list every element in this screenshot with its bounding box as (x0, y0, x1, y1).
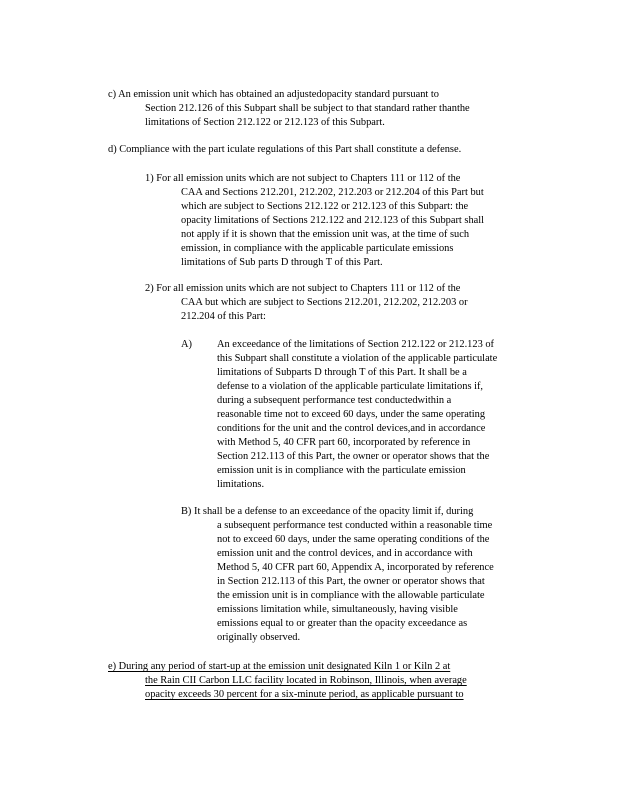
paragraph-d1-line: not apply if it is shown that the emission unit was, at the time of such (181, 229, 470, 240)
paragraph-d2 (181, 296, 541, 324)
subparagraph-a-line: reasonable time not to exceed 60 days, under the same operating (217, 409, 486, 420)
paragraph-d2-line: 212.204 of this Part: (181, 311, 266, 322)
subparagraph-b-line: emission unit and the control devices, and in accordance with (217, 548, 473, 559)
paragraph-d1-line: which are subject to Sections 212.122 or 212.123 of this Subpart: the (181, 201, 469, 212)
subparagraph-a (217, 338, 537, 492)
paragraph-d1-line: limitations of Sub parts D through T of this Part. (181, 257, 383, 268)
paragraph-c-line: Section 212.126 of this Subpart shall be subject to that standard rather thanthe (145, 103, 470, 114)
subparagraph-a-line: limitations of Subparts D through T of this Part. It shall be a (217, 367, 467, 378)
paragraph-c-line: c) An emission unit which has obtained an adjustedopacity standard pursuant to (108, 89, 439, 100)
paragraph-d1-line: emission, in compliance with the applicable particulate emissions (181, 243, 454, 254)
paragraph-c-line: limitations of Section 212.122 or 212.123 of this Subpart. (145, 117, 385, 128)
subparagraph-b-line: not to exceed 60 days, under the same operating conditions of the (217, 534, 490, 545)
paragraph-d-line: d) Compliance with the part iculate regulations of this Part shall constitute a defense. (108, 144, 462, 155)
paragraph-e-line: opacity exceeds 30 percent for a six-minute period, as applicable pursuant to (145, 689, 464, 700)
subparagraph-b-line: emissions limitation while, simultaneously, having visible (217, 604, 458, 615)
subparagraph-b-line: Method 5, 40 CFR part 60, Appendix A, incorporated by reference (217, 562, 494, 573)
subparagraph-b-label (181, 505, 541, 519)
subparagraph-a-line: during a subsequent performance test conductedwithin a (217, 395, 452, 406)
paragraph-c-continuation (145, 102, 519, 130)
paragraph-d1 (181, 186, 541, 270)
paragraph-d (108, 143, 538, 157)
paragraph-c (108, 88, 528, 102)
paragraph-d2-line: 2) For all emission units which are not subject to Chapters 111 or 112 of the (145, 283, 461, 294)
subparagraph-a-line: defense to a violation of the applicable particulate limitations if, (217, 381, 484, 392)
paragraph-e (108, 660, 538, 674)
paragraph-e-line: e) During any period of start-up at the emission unit designated Kiln 1 or Kiln 2 at (108, 661, 451, 672)
paragraph-d1-line: opacity limitations of Sections 212.122 and 212.123 of this Subpart shall (181, 215, 485, 226)
subparagraph-a-line: conditions for the unit and the control devices,and in accordance (217, 423, 486, 434)
subparagraph-b-line: a subsequent performance test conducted within a reasonable time (217, 520, 493, 531)
subparagraph-a-label: A) (181, 339, 192, 350)
subparagraph-a-line: An exceedance of the limitations of Section 212.122 or 212.123 of (217, 339, 495, 350)
paragraph-d1-label (145, 172, 545, 186)
paragraph-e-continuation (145, 674, 535, 702)
subparagraph-a-line: emission unit is in compliance with the particulate emission (217, 465, 466, 476)
subparagraph-b-line: B) It shall be a defense to an exceedance of the opacity limit if, during (181, 506, 474, 517)
subparagraph-a-line: with Method 5, 40 CFR part 60, incorporated by reference in (217, 437, 471, 448)
subparagraph-a-line: limitations. (217, 479, 265, 490)
subparagraph-a-line: Section 212.113 of this Part, the owner or operator shows that the (217, 451, 490, 462)
subparagraph-b-line: in Section 212.113 of this Part, the owner or operator shows that (217, 576, 485, 587)
paragraph-d1-line: 1) For all emission units which are not subject to Chapters 111 or 112 of the (145, 173, 461, 184)
subparagraph-b-line: the emission unit is in compliance with the allowable particulate (217, 590, 485, 601)
subparagraph-a-line: this Subpart shall constitute a violation of the applicable particulate (217, 353, 498, 364)
subparagraph-b-line: emissions equal to or greater than the opacity exceedance as (217, 618, 468, 629)
paragraph-e-line: the Rain CII Carbon LLC facility located in Robinson, Illinois, when average (145, 675, 467, 686)
subparagraph-b-line: originally observed. (217, 632, 301, 643)
paragraph-d2-label (145, 282, 545, 296)
subparagraph-b (217, 519, 537, 645)
paragraph-d1-line: CAA and Sections 212.201, 212.202, 212.203 or 212.204 of this Part but (181, 187, 484, 198)
paragraph-d2-line: CAA but which are subject to Sections 212.201, 212.202, 212.203 or (181, 297, 468, 308)
